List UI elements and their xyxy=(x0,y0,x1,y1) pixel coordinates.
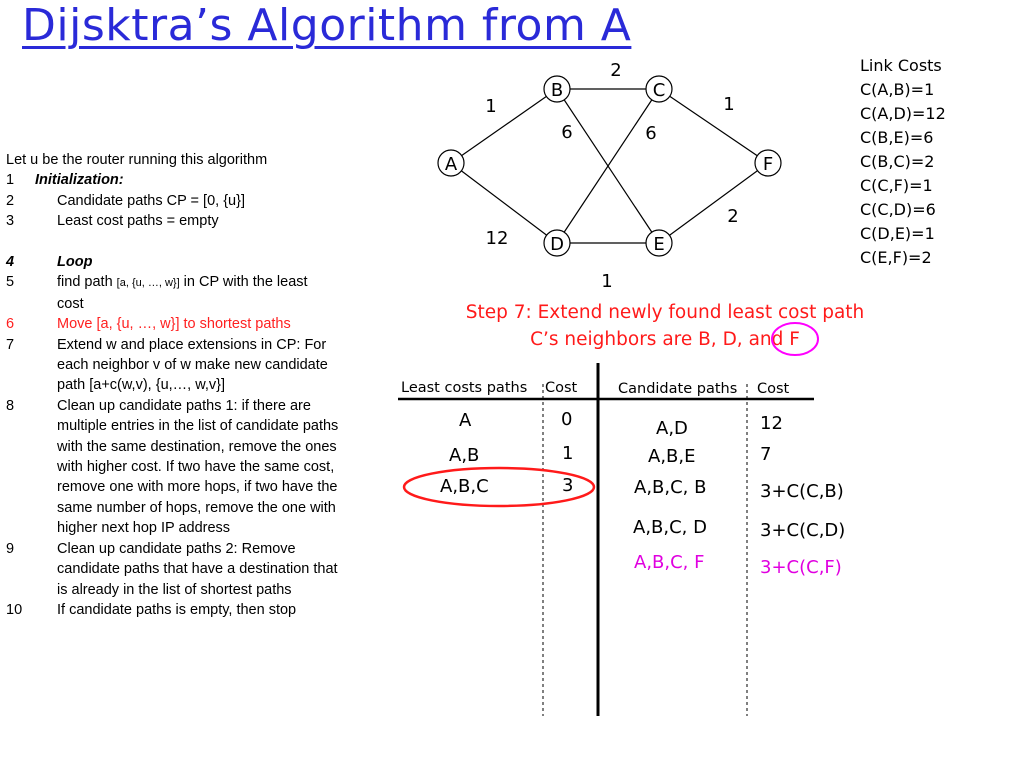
candidate-path-cell: A,B,E xyxy=(648,446,696,467)
link-cost-item: C(A,B)=1 xyxy=(860,80,935,99)
header-least-cost-paths: Least costs paths xyxy=(401,380,528,396)
step-note-line2: C’s neighbors are B, D, and F xyxy=(530,329,800,350)
edge-label-be: 6 xyxy=(561,122,573,143)
least-path-cell: A,B xyxy=(449,445,480,466)
least-path-cell: A,B,C xyxy=(440,476,489,497)
node-f: F xyxy=(762,154,774,175)
node-d: D xyxy=(550,234,564,255)
link-costs-title: Link Costs xyxy=(860,56,942,75)
node-e: E xyxy=(653,234,665,255)
least-cost-cell: 0 xyxy=(561,409,573,430)
node-a: A xyxy=(444,154,458,175)
candidate-cost-cell: 3+C(C,B) xyxy=(760,481,844,502)
edge-label-de: 1 xyxy=(601,271,613,292)
edge-label-cf: 1 xyxy=(723,94,735,115)
step-1: 1 Initialization: xyxy=(6,172,124,189)
step-6: 6 Move [a, {u, …, w}] to shortest paths xyxy=(6,316,291,333)
link-cost-item: C(B,E)=6 xyxy=(860,128,934,147)
header-cost-2: Cost xyxy=(757,381,790,397)
candidate-cost-cell-new: 3+C(C,F) xyxy=(760,557,842,578)
link-cost-item: C(C,D)=6 xyxy=(860,200,936,219)
algorithm-intro: Let u be the router running this algorithm xyxy=(6,152,268,168)
edge-label-ef: 2 xyxy=(727,206,739,227)
least-path-cell: A xyxy=(459,410,472,431)
link-cost-item: C(C,F)=1 xyxy=(860,176,933,195)
node-c: C xyxy=(652,80,666,101)
candidate-cost-cell: 12 xyxy=(760,413,783,434)
step-8: 8 Clean up candidate paths 1: if there are xyxy=(6,397,311,414)
candidate-cost-cell: 7 xyxy=(760,444,772,465)
slide-title: Dijsktra’s Algorithm from A xyxy=(22,0,632,51)
header-candidate-paths: Candidate paths xyxy=(618,381,738,397)
candidate-cost-cell: 3+C(C,D) xyxy=(760,520,846,541)
edge-label-ab: 1 xyxy=(485,96,497,117)
step-9: 9 Clean up candidate paths 2: Remove xyxy=(6,540,296,557)
algorithm-text: Let u be the router running this algorithm 1 Initialization: 2 Candidate paths CP = [0, {u}] 3 Least cost paths = empty 4 Loop 5 find path [a, {u, …, w}] in CP with the least cost 6 Move [a, {u, …, w}] to shortest paths 7 Extend w and place extensions in CP: For each neighbor v of w make new candidate path [a+c(w,v), {u,…, w,v}] 8 Clean up candidate paths 1: if there are multiple entries in the list of candidate paths with the same destination, remove the ones with higher cost. If two have the same cost, remove one with more hops, if two have the same number of hops, remove the one with higher next hop IP address 9 Clean up candidate paths 2: Remove candidate paths that have a destination that is already in the list of shortest paths 10 If candidate paths is empty, then stop xyxy=(6,150,394,620)
edge-label-cd: 6 xyxy=(645,123,657,144)
link-cost-item: C(B,C)=2 xyxy=(860,152,935,171)
edge-label-bc: 2 xyxy=(610,60,622,81)
link-cost-item: C(E,F)=2 xyxy=(860,248,932,267)
least-cost-cell: 3 xyxy=(562,475,574,496)
highlight-ellipse-f xyxy=(772,323,818,355)
link-cost-item: C(A,D)=12 xyxy=(860,104,946,123)
step-7: 7 Extend w and place extensions in CP: For xyxy=(6,336,327,353)
step-10: 10 If candidate paths is empty, then stop xyxy=(6,601,297,618)
step-4: 4 Loop xyxy=(6,254,93,271)
step-3: 3 Least cost paths = empty xyxy=(6,213,219,230)
header-cost-1: Cost xyxy=(545,380,578,396)
edge-label-ad: 12 xyxy=(485,228,509,249)
step-5: 5 find path [a, {u, …, w}] in CP with the least xyxy=(6,274,308,291)
node-b: B xyxy=(550,80,564,101)
least-cost-cell: 1 xyxy=(562,443,574,464)
step-2: 2 Candidate paths CP = [0, {u}] xyxy=(6,192,245,209)
candidate-path-cell-new: A,B,C, F xyxy=(634,552,705,573)
link-cost-item: C(D,E)=1 xyxy=(860,224,935,243)
candidate-path-cell: A,B,C, D xyxy=(633,517,707,538)
candidate-path-cell: A,B,C, B xyxy=(634,477,707,498)
step-note-line1: Step 7: Extend newly found least cost path xyxy=(465,302,865,323)
candidate-path-cell: A,D xyxy=(656,418,688,439)
